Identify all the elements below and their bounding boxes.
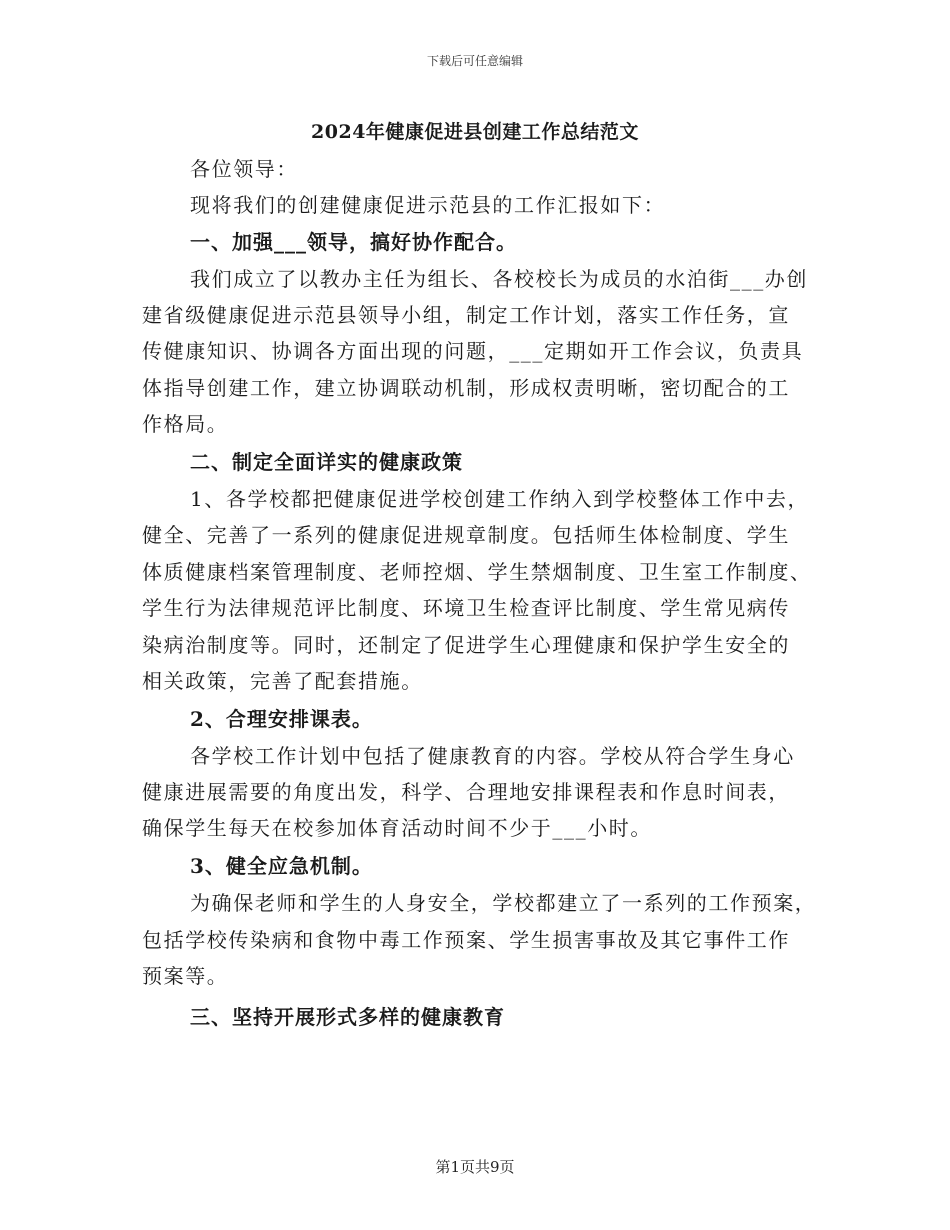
paragraph-line: 建省级健康促进示范县领导小组，制定工作计划，落实工作任务，宣 <box>142 303 790 327</box>
paragraph-line: 作格局。 <box>142 412 229 436</box>
paragraph-line: 学生行为法律规范评比制度、环境卫生检查评比制度、学生常见病传 <box>142 596 790 620</box>
page-number-footer: 第1页共9页 <box>435 1158 515 1176</box>
section-heading: 三、坚持开展形式多样的健康教育 <box>190 1005 505 1029</box>
section-heading: 一、加强___领导，搞好协作配合。 <box>190 230 517 254</box>
paragraph-line: 体质健康档案管理制度、老师控烟、学生禁烟制度、卫生室工作制度、 <box>142 560 812 584</box>
subsection-heading: 2、合理安排课表。 <box>190 707 373 731</box>
paragraph-line: 确保学生每天在校参加体育活动时间不少于___小时。 <box>142 816 652 840</box>
paragraph-line: 体指导创建工作，建立协调联动机制，形成权责明晰，密切配合的工 <box>142 376 790 400</box>
subsection-heading: 3、健全应急机制。 <box>190 854 373 878</box>
salutation: 各位领导： <box>190 157 298 181</box>
paragraph-line: 传健康知识、协调各方面出现的问题，___定期如开工作会议，负责具 <box>142 339 804 363</box>
header-note: 下载后可任意编辑 <box>426 54 523 68</box>
paragraph-line: 我们成立了以教办主任为组长、各校校长为成员的水泊街___办创 <box>190 267 808 291</box>
paragraph-line: 预案等。 <box>142 964 229 988</box>
paragraph-line: 包括学校传染病和食物中毒工作预案、学生损害事故及其它事件工作 <box>142 928 790 952</box>
paragraph-line: 1、各学校都把健康促进学校创建工作纳入到学校整体工作中去， <box>190 487 810 511</box>
paragraph-line: 健康进展需要的角度出发，科学、合理地安排课程表和作息时间表， <box>142 780 790 804</box>
paragraph-line: 为确保老师和学生的人身安全，学校都建立了一系列的工作预案， <box>190 891 817 915</box>
paragraph-line: 相关政策，完善了配套措施。 <box>142 669 423 693</box>
paragraph-line: 各学校工作计划中包括了健康教育的内容。学校从符合学生身心 <box>190 744 795 768</box>
document-title: 2024年健康促进县创建工作总结范文 <box>311 121 639 143</box>
paragraph-line: 健全、完善了一系列的健康促进规章制度。包括师生体检制度、学生 <box>142 523 790 547</box>
intro-paragraph: 现将我们的创建健康促进示范县的工作汇报如下： <box>190 193 666 217</box>
paragraph-line: 染病治制度等。同时，还制定了促进学生心理健康和保护学生安全的 <box>142 633 790 657</box>
section-heading: 二、制定全面详实的健康政策 <box>190 450 463 474</box>
